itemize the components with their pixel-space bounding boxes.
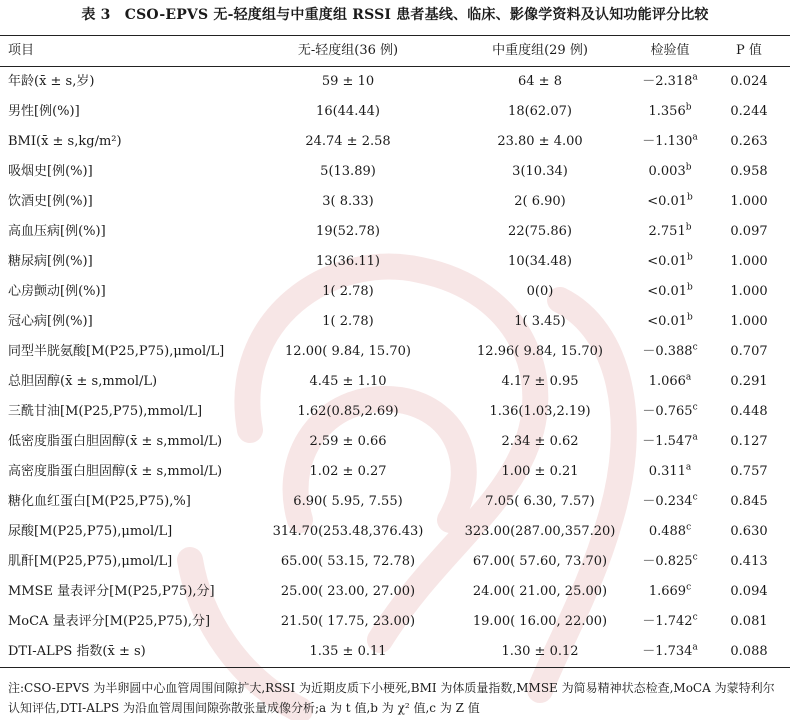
row-p-value: 0.088	[730, 644, 768, 659]
row-group-b-value: 22(75.86)	[508, 224, 572, 239]
table-row	[0, 187, 790, 217]
table-row	[0, 547, 790, 577]
table-row	[0, 517, 790, 547]
row-item: 年龄(x̄ ± s,岁)	[8, 74, 95, 89]
row-p-value: 0.263	[730, 134, 768, 149]
row-test-superscript: b	[685, 222, 692, 233]
row-test-value	[620, 577, 720, 607]
row-test-superscript: b	[687, 282, 693, 293]
row-test-number: －0.388	[642, 344, 693, 359]
table-row	[0, 337, 790, 367]
row-group-a-value: 16(44.44)	[316, 104, 380, 119]
row-test-value	[620, 157, 720, 187]
row-p-value: 0.413	[730, 554, 768, 569]
row-group-b-value: 323.00(287.00,357.20)	[464, 524, 616, 539]
row-group-a-value: 25.00( 23.00, 27.00)	[280, 584, 416, 599]
row-test-value	[620, 637, 720, 667]
row-item: MMSE 量表评分[M(P25,P75),分]	[8, 584, 215, 599]
row-test-number: 0.003	[648, 164, 686, 179]
row-test-value	[620, 517, 720, 547]
row-test-value	[620, 217, 720, 247]
row-item: 糖化血红蛋白[M(P25,P75),%]	[8, 494, 191, 509]
table-row	[0, 247, 790, 277]
row-test-superscript: c	[692, 402, 698, 413]
row-group-b-value: 23.80 ± 4.00	[497, 134, 583, 149]
row-p-value: 0.127	[730, 434, 768, 449]
row-group-b-value: 7.05( 6.30, 7.57)	[485, 494, 595, 509]
row-p-value: 0.707	[730, 344, 768, 359]
row-p-value: 0.448	[730, 404, 768, 419]
table-body	[0, 67, 790, 667]
table-row	[0, 67, 790, 97]
row-p-value: 1.000	[730, 314, 768, 329]
row-group-b-value: 1.00 ± 0.21	[501, 464, 579, 479]
header-p-value: P 值	[736, 43, 762, 58]
table-row	[0, 367, 790, 397]
table-row	[0, 637, 790, 667]
header-group-b: 中重度组(29 例)	[492, 43, 588, 58]
row-test-number: －0.825	[642, 554, 693, 569]
row-item: 饮酒史[例(%)]	[8, 194, 93, 209]
row-group-a-value: 5(13.89)	[320, 164, 376, 179]
row-item: 高血压病[例(%)]	[8, 224, 106, 239]
row-group-a-value: 19(52.78)	[316, 224, 380, 239]
row-test-superscript: a	[685, 462, 692, 473]
row-test-value	[620, 427, 720, 457]
row-group-b-value: 19.00( 16.00, 22.00)	[472, 614, 608, 629]
row-test-value	[620, 97, 720, 127]
row-test-superscript: a	[692, 642, 698, 653]
row-group-a-value: 21.50( 17.75, 23.00)	[280, 614, 416, 629]
row-test-value	[620, 547, 720, 577]
row-test-number: <0.01	[647, 194, 688, 209]
row-test-value	[620, 127, 720, 157]
row-test-superscript: c	[692, 342, 698, 353]
row-group-a-value: 1( 2.78)	[322, 314, 374, 329]
row-test-value	[620, 337, 720, 367]
row-test-value	[620, 187, 720, 217]
row-group-a-value: 13(36.11)	[316, 254, 380, 269]
row-test-value	[620, 307, 720, 337]
row-test-number: －0.234	[642, 494, 693, 509]
row-p-value: 0.097	[730, 224, 768, 239]
row-p-value: 1.000	[730, 254, 768, 269]
row-item: 冠心病[例(%)]	[8, 314, 93, 329]
row-test-number: <0.01	[647, 254, 688, 269]
row-p-value: 1.000	[730, 194, 768, 209]
table-header-row	[0, 36, 790, 67]
row-p-value: 0.958	[730, 164, 768, 179]
row-test-number: －1.547	[642, 434, 693, 449]
row-p-value: 0.630	[730, 524, 768, 539]
table-row	[0, 487, 790, 517]
table-row	[0, 607, 790, 637]
row-item: 高密度脂蛋白胆固醇(x̄ ± s,mmol/L)	[8, 464, 223, 479]
header-test-value: 检验值	[650, 43, 690, 58]
row-item: 同型半胱氨酸[M(P25,P75),μmol/L]	[8, 344, 225, 359]
table-row	[0, 277, 790, 307]
row-p-value: 0.244	[730, 104, 768, 119]
row-test-superscript: c	[692, 492, 698, 503]
row-test-value	[620, 457, 720, 487]
row-test-superscript: a	[692, 432, 698, 443]
row-test-value	[620, 67, 720, 97]
header-group-a: 无-轻度组(36 例)	[297, 43, 399, 58]
row-group-a-value: 314.70(253.48,376.43)	[272, 524, 424, 539]
table-row	[0, 157, 790, 187]
row-test-value	[620, 487, 720, 517]
table-row	[0, 457, 790, 487]
row-test-superscript: b	[687, 252, 693, 263]
row-item: 尿酸[M(P25,P75),μmol/L]	[8, 524, 173, 539]
row-item: 吸烟史[例(%)]	[8, 164, 93, 179]
row-group-b-value: 1( 3.45)	[514, 314, 566, 329]
row-test-superscript: b	[685, 162, 692, 173]
table-row	[0, 127, 790, 157]
row-p-value: 1.000	[730, 284, 768, 299]
row-test-value	[620, 397, 720, 427]
row-group-a-value: 24.74 ± 2.58	[305, 134, 391, 149]
row-group-b-value: 10(34.48)	[508, 254, 572, 269]
row-group-a-value: 2.59 ± 0.66	[309, 434, 387, 449]
row-p-value: 0.094	[730, 584, 768, 599]
row-group-b-value: 24.00( 21.00, 25.00)	[472, 584, 608, 599]
row-item: 肌酐[M(P25,P75),μmol/L]	[8, 554, 173, 569]
row-group-b-value: 64 ± 8	[518, 74, 562, 89]
row-test-superscript: a	[692, 132, 698, 143]
row-test-number: 1.356	[648, 104, 686, 119]
row-test-superscript: c	[692, 612, 698, 623]
row-item: 低密度脂蛋白胆固醇(x̄ ± s,mmol/L)	[8, 434, 223, 449]
row-test-value	[620, 607, 720, 637]
row-group-b-value: 12.96( 9.84, 15.70)	[477, 344, 603, 359]
row-test-superscript: b	[687, 312, 693, 323]
table-row	[0, 217, 790, 247]
row-test-superscript: c	[686, 522, 692, 533]
table-footnote: 注:CSO-EPVS 为半卵圆中心血管周围间隙扩大,RSSI 为近期皮质下小梗死,BMI 为体质量指数,MMSE 为简易精神状态检查,MoCA 为蒙特利尔认知评估,DTI-ALPS 为沿血管周围间隙弥散张量成像分析;a 为 t 值,b 为 χ² 值,c 为 Z 值	[8, 681, 775, 715]
row-p-value: 0.081	[730, 614, 768, 629]
row-group-a-value: 1( 2.78)	[322, 284, 374, 299]
row-test-number: 1.066	[648, 374, 686, 389]
data-table	[0, 35, 790, 668]
header-item: 项目	[8, 43, 35, 58]
row-group-a-value: 59 ± 10	[321, 74, 375, 89]
table-title: 表 3 CSO-EPVS 无-轻度组与中重度组 RSSI 患者基线、临床、影像学资料及认知功能评分比较	[81, 7, 709, 23]
row-test-number: <0.01	[647, 284, 688, 299]
row-test-value	[620, 247, 720, 277]
row-test-number: －1.734	[642, 644, 693, 659]
table-row	[0, 97, 790, 127]
row-group-b-value: 0(0)	[526, 284, 554, 299]
row-group-b-value: 3(10.34)	[512, 164, 568, 179]
row-item: 总胆固醇(x̄ ± s,mmol/L)	[8, 374, 158, 389]
row-test-number: 1.669	[648, 584, 687, 599]
row-item: MoCA 量表评分[M(P25,P75),分]	[8, 614, 211, 629]
row-group-a-value: 1.02 ± 0.27	[309, 464, 387, 479]
row-group-a-value: 4.45 ± 1.10	[309, 374, 387, 389]
row-test-number: －1.742	[642, 614, 693, 629]
row-p-value: 0.757	[730, 464, 768, 479]
row-group-b-value: 1.36(1.03,2.19)	[489, 404, 591, 419]
row-group-a-value: 1.35 ± 0.11	[309, 644, 387, 659]
row-test-superscript: b	[687, 192, 693, 203]
row-test-number: 2.751	[648, 224, 686, 239]
row-item: 心房颤动[例(%)]	[8, 284, 106, 299]
row-test-number: －0.765	[642, 404, 693, 419]
table-row	[0, 577, 790, 607]
row-item: 男性[例(%)]	[8, 104, 80, 119]
row-item: BMI(x̄ ± s,kg/m²)	[8, 134, 122, 149]
row-group-a-value: 12.00( 9.84, 15.70)	[285, 344, 411, 359]
row-group-b-value: 67.00( 57.60, 73.70)	[472, 554, 608, 569]
row-group-b-value: 18(62.07)	[508, 104, 572, 119]
row-p-value: 0.024	[730, 74, 768, 89]
row-test-value	[620, 367, 720, 397]
row-group-b-value: 2.34 ± 0.62	[501, 434, 579, 449]
table-row	[0, 307, 790, 337]
row-test-number: 0.488	[648, 524, 687, 539]
table-row	[0, 427, 790, 457]
row-group-a-value: 3( 8.33)	[322, 194, 374, 209]
row-group-b-value: 1.30 ± 0.12	[501, 644, 579, 659]
row-test-superscript: c	[686, 582, 692, 593]
row-test-number: －1.130	[642, 134, 693, 149]
row-test-number: －2.318	[642, 74, 693, 89]
row-item: DTI-ALPS 指数(x̄ ± s)	[8, 644, 146, 659]
row-group-b-value: 2( 6.90)	[514, 194, 566, 209]
row-group-b-value: 4.17 ± 0.95	[501, 374, 579, 389]
row-group-a-value: 1.62(0.85,2.69)	[297, 404, 399, 419]
table-row	[0, 397, 790, 427]
row-test-superscript: a	[685, 372, 692, 383]
row-item: 三酰甘油[M(P25,P75),mmol/L]	[8, 404, 203, 419]
row-test-superscript: b	[685, 102, 692, 113]
row-test-number: 0.311	[648, 464, 686, 479]
row-p-value: 0.845	[730, 494, 768, 509]
row-test-superscript: c	[692, 552, 698, 563]
row-test-number: <0.01	[647, 314, 688, 329]
row-test-superscript: a	[692, 72, 698, 83]
row-test-value	[620, 277, 720, 307]
row-p-value: 0.291	[730, 374, 768, 389]
row-group-a-value: 65.00( 53.15, 72.78)	[280, 554, 416, 569]
row-group-a-value: 6.90( 5.95, 7.55)	[293, 494, 403, 509]
row-item: 糖尿病[例(%)]	[8, 254, 93, 269]
